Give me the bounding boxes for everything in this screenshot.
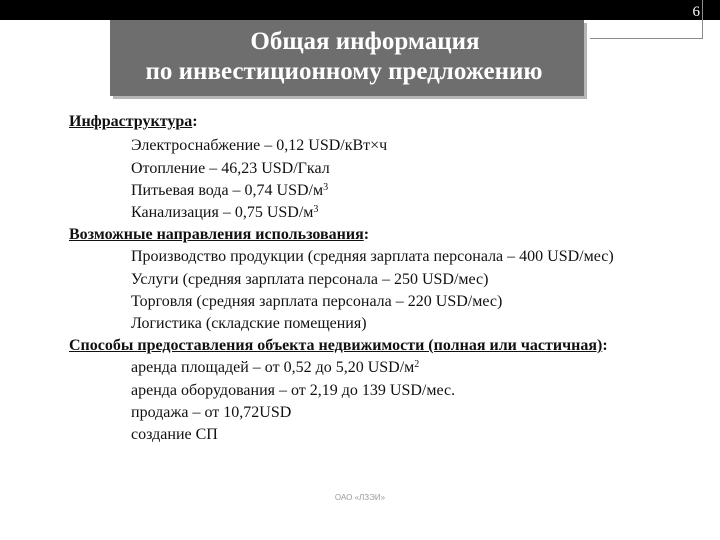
title-line-1: Общая информация [250, 28, 480, 55]
title-line-2: по инвестиционному предложению [145, 58, 543, 85]
item-water-text: Питьевая вода – 0,74 USD/м [131, 182, 324, 199]
item-area-rent [131, 358, 419, 378]
heading-infrastructure-text: Инфраструктура [69, 113, 193, 130]
top-bar [0, 0, 720, 20]
item-trade: Торговля (средняя зарплата персонала – 220 USD/мес) [131, 293, 503, 310]
corner-line-horizontal [590, 38, 702, 39]
item-create-jv: создание СП [131, 426, 218, 443]
heading-provision-text: Способы предоставления объекта недвижимости (полная или частичная) [69, 337, 603, 354]
item-water-exponent: 3 [323, 182, 329, 193]
item-logistics: Логистика (складские помещения) [131, 315, 367, 332]
corner-decoration [584, 20, 720, 34]
item-heating: Отопление – 46,23 USD/Гкал [131, 160, 330, 177]
slide-number: 6 [692, 4, 700, 20]
heading-provision: Способы предоставления объекта недвижимости (полная или частичная): [69, 337, 608, 354]
footer-company: ОАО «ЛЗЭИ» [334, 493, 386, 502]
heading-directions: Возможные направления использования: [69, 226, 370, 243]
item-water [131, 181, 328, 201]
corner-line-vertical [702, 0, 703, 39]
item-sewer-exponent: 3 [313, 204, 319, 215]
item-area-rent-exponent: 2 [414, 359, 420, 370]
item-sale: продажа – от 10,72USD [131, 404, 292, 421]
item-production: Производство продукции (средняя зарплата персонала – 400 USD/мес) [131, 248, 614, 265]
item-area-rent-text: аренда площадей – от 0,52 до 5,20 USD/м [131, 359, 415, 376]
item-sewer-text: Канализация – 0,75 USD/м [131, 204, 314, 221]
item-electricity: Электроснабжение – 0,12 USD/кВт×ч [131, 137, 388, 154]
heading-directions-text: Возможные направления использования [69, 226, 364, 243]
title-box [110, 20, 584, 96]
item-sewer [131, 203, 318, 223]
item-services: Услуги (средняя зарплата персонала – 250 USD/мес) [131, 271, 489, 288]
heading-infrastructure: Инфраструктура: [69, 113, 198, 130]
item-equipment-rent: аренда оборудования – от 2,19 до 139 USD/мес. [131, 382, 456, 399]
